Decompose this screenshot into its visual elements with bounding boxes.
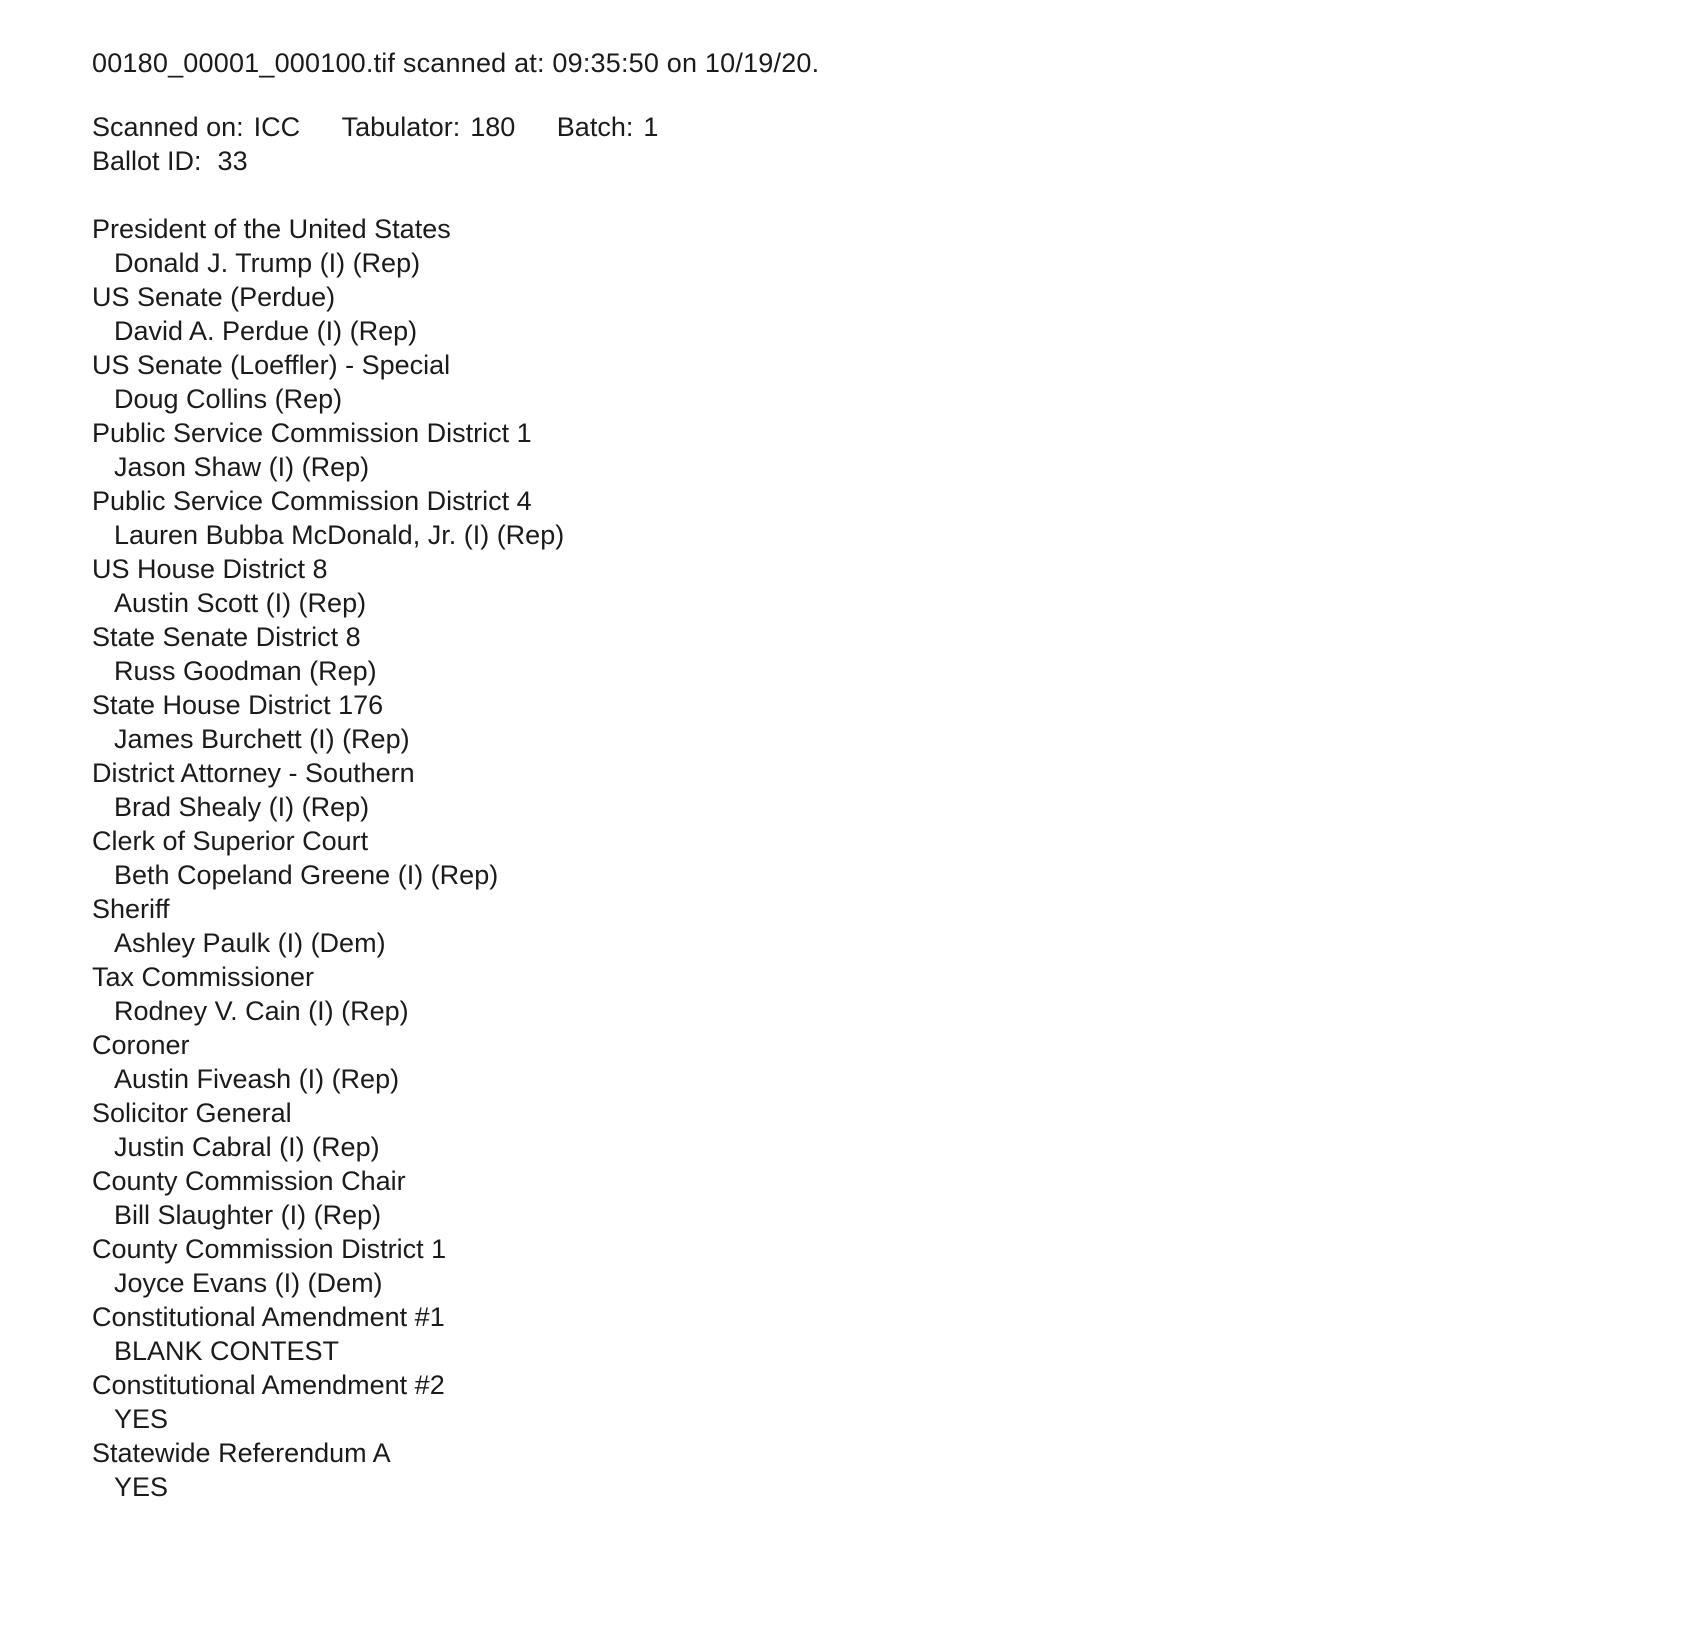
contest-name: Tax Commissioner: [92, 962, 315, 992]
contest-selection: Austin Fiveash (I) (Rep): [114, 1064, 400, 1094]
contest-name: US House District 8: [92, 554, 328, 584]
contest-name: State Senate District 8: [92, 622, 361, 652]
contest-name: State House District 176: [92, 690, 384, 720]
contest-block: [92, 756, 1648, 824]
contest-name: Statewide Referendum A: [92, 1438, 391, 1468]
contest-block: [92, 1164, 1648, 1232]
contest-block: [92, 280, 1648, 348]
contest-block: [92, 348, 1648, 416]
contest-selection: Jason Shaw (I) (Rep): [114, 452, 370, 482]
tabulator-field: [342, 112, 523, 142]
contest-list: [92, 212, 1648, 1504]
contest-selection: BLANK CONTEST: [114, 1336, 340, 1366]
contest-block: [92, 1232, 1648, 1300]
contest-block: [92, 552, 1648, 620]
contest-block: [92, 960, 1648, 1028]
contest-name: Public Service Commission District 1: [92, 418, 532, 448]
contest-selection: YES: [114, 1472, 169, 1502]
contest-name: US Senate (Perdue): [92, 282, 336, 312]
contest-name: Sheriff: [92, 894, 170, 924]
batch-label: Batch:: [556, 112, 634, 142]
contest-name: Public Service Commission District 4: [92, 486, 532, 516]
contest-name: Solicitor General: [92, 1098, 292, 1128]
contest-selection: Ashley Paulk (I) (Dem): [114, 928, 386, 958]
tabulator-value: 180: [470, 112, 516, 142]
batch-value: 1: [643, 112, 659, 142]
contest-block: [92, 416, 1648, 484]
contest-selection: YES: [114, 1404, 169, 1434]
ballot-id-line: [92, 144, 1648, 178]
contest-name: US Senate (Loeffler) - Special: [92, 350, 451, 380]
contest-block: [92, 1096, 1648, 1164]
scanned-on-label: Scanned on:: [92, 112, 244, 142]
contest-name: County Commission District 1: [92, 1234, 447, 1264]
contest-selection: Lauren Bubba McDonald, Jr. (I) (Rep): [114, 520, 565, 550]
contest-selection: Joyce Evans (I) (Dem): [114, 1268, 383, 1298]
contest-selection: David A. Perdue (I) (Rep): [114, 316, 418, 346]
contest-block: [92, 484, 1648, 552]
contest-selection: Bill Slaughter (I) (Rep): [114, 1200, 382, 1230]
contest-name: Constitutional Amendment #1: [92, 1302, 445, 1332]
contest-selection: Rodney V. Cain (I) (Rep): [114, 996, 409, 1026]
batch-field: [557, 112, 659, 142]
scan-info-line: [92, 110, 1648, 144]
contest-block: [92, 688, 1648, 756]
ballot-id-label: Ballot ID:: [92, 146, 202, 176]
contest-selection: Donald J. Trump (I) (Rep): [114, 248, 421, 278]
contest-selection: Justin Cabral (I) (Rep): [114, 1132, 380, 1162]
contest-block: [92, 1300, 1648, 1368]
scanned-on-field: [92, 112, 308, 142]
ballot-id-value: 33: [217, 146, 248, 176]
contest-selection: Brad Shealy (I) (Rep): [114, 792, 370, 822]
contest-block: [92, 1028, 1648, 1096]
contest-block: [92, 1368, 1648, 1436]
contest-selection: Doug Collins (Rep): [114, 384, 343, 414]
contest-name: Coroner: [92, 1030, 190, 1060]
contest-block: [92, 620, 1648, 688]
contest-block: [92, 892, 1648, 960]
contest-name: County Commission Chair: [92, 1166, 406, 1196]
contest-block: [92, 824, 1648, 892]
scan-info-block: [92, 110, 1648, 178]
contest-selection: Russ Goodman (Rep): [114, 656, 377, 686]
contest-block: [92, 1436, 1648, 1504]
tabulator-label: Tabulator:: [341, 112, 461, 142]
scan-filename-line: 00180_00001_000100.tif scanned at: 09:35:50 on 10/19/20.: [92, 48, 820, 78]
contest-name: Clerk of Superior Court: [92, 826, 369, 856]
contest-selection: Austin Scott (I) (Rep): [114, 588, 367, 618]
contest-name: President of the United States: [92, 214, 451, 244]
contest-block: [92, 212, 1648, 280]
contest-selection: James Burchett (I) (Rep): [114, 724, 410, 754]
scanned-on-value: ICC: [253, 112, 301, 142]
contest-name: District Attorney - Southern: [92, 758, 415, 788]
contest-selection: Beth Copeland Greene (I) (Rep): [114, 860, 499, 890]
contest-name: Constitutional Amendment #2: [92, 1370, 445, 1400]
